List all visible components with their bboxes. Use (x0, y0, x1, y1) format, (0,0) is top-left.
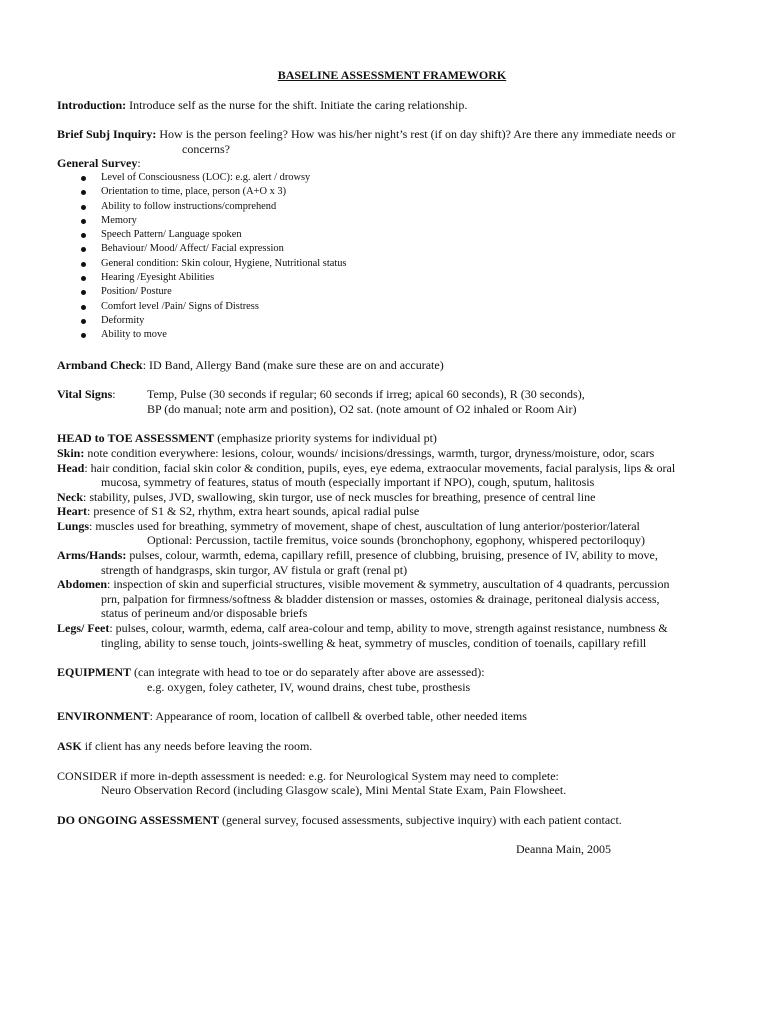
vital-signs-section (57, 387, 737, 416)
abdomen-label: Abdomen (57, 577, 108, 592)
list-item-text: Level of Consciousness (LOC): e.g. alert / drowsy (101, 171, 311, 183)
abdomen-line-2: prn, palpation for firmness/softness & bladder distension or masses, ostomies & drainage, peritoneal dialysis access, (101, 591, 660, 606)
bullet-icon (81, 333, 86, 338)
vital-signs-lines (147, 387, 737, 416)
brief-inquiry-line-1: How is the person feeling? How was his/her night’s rest (if on day shift)? Are there any immediate needs or (156, 127, 676, 142)
heart-label: Heart (57, 504, 87, 519)
arms-line-2: strength of handgrasps, skin turgor, AV fistula or graft (renal pt) (101, 562, 408, 577)
list-item-text: Comfort level /Pain/ Signs of Distress (101, 300, 259, 312)
list-item-text: Deformity (101, 314, 145, 326)
list-item (81, 214, 737, 228)
author-signature: Deanna Main, 2005 (516, 842, 611, 857)
general-survey-label: General Survey (57, 156, 138, 171)
environment-text: : Appearance of room, location of callbell & overbed table, other needed items (149, 709, 527, 724)
list-item (81, 257, 737, 271)
abdomen-line-3: status of perineum and/or disposable briefs (101, 606, 308, 621)
ask-label: ASK (57, 739, 82, 753)
bullet-icon (81, 262, 86, 267)
equipment-line-2: e.g. oxygen, foley catheter, IV, wound drains, chest tube, prosthesis (147, 679, 471, 694)
consider-line-1: CONSIDER if more in-depth assessment is needed: e.g. for Neurological System may need to complete: (57, 768, 559, 783)
bullet-icon (81, 219, 86, 224)
ongoing-paragraph (57, 813, 737, 828)
heart-text: : presence of S1 & S2, rhythm, extra heart sounds, apical radial pulse (86, 504, 420, 519)
legs-line-2: tingling, ability to sense touch, joints-swelling & heat, symmetry of muscles, condition of toenails, capillary refill (101, 635, 647, 650)
vital-signs-heading (57, 387, 147, 416)
general-survey-list (57, 171, 737, 343)
list-item (81, 314, 737, 328)
list-item (81, 285, 737, 299)
bullet-icon (81, 305, 86, 310)
lungs-label: Lungs (57, 518, 90, 533)
list-item (81, 242, 737, 256)
bullet-icon (81, 319, 86, 324)
head-paragraph (57, 461, 737, 476)
list-item-text: Hearing /Eyesight Abilities (101, 272, 215, 284)
document-page (57, 68, 737, 858)
list-item (81, 200, 737, 214)
vital-signs-line-1: Temp, Pulse (30 seconds if regular; 60 seconds if irreg; apical 60 seconds), R (30 seconds), (147, 387, 585, 402)
list-item (81, 185, 737, 199)
general-survey-colon: : (137, 156, 141, 171)
ask-text: if client has any needs before leaving the room. (81, 739, 313, 753)
armband-label: Armband Check (57, 357, 143, 372)
head-to-toe-heading (57, 431, 737, 446)
bullet-icon (81, 190, 86, 195)
brief-inquiry-paragraph (57, 127, 737, 142)
introduction-paragraph (57, 98, 737, 113)
skin-label: Skin: (57, 445, 85, 460)
head-line-1: : hair condition, facial skin color & condition, pupils, eyes, eye edema, extraocular movements, facial paralysis, lips & oral (84, 460, 676, 475)
equipment-label: EQUIPMENT (57, 665, 132, 680)
heart-paragraph (57, 504, 737, 519)
environment-label: ENVIRONMENT (57, 709, 150, 724)
lungs-line-1: : muscles used for breathing, symmetry of movement, shape of chest, auscultation of lung anterior/posterior/lateral (89, 518, 640, 533)
ongoing-text: (general survey, focused assessments, subjective inquiry) with each patient contact. (219, 812, 622, 827)
armband-text: : ID Band, Allergy Band (make sure these are on and accurate) (142, 357, 444, 372)
ongoing-label: DO ONGOING ASSESSMENT (57, 812, 220, 827)
skin-paragraph (57, 446, 737, 461)
document-title: BASELINE ASSESSMENT FRAMEWORK (277, 68, 507, 82)
arms-line-1: pulses, colour, warmth, edema, capillary refill, presence of clubbing, bruising, presence of IV, ability to move, (126, 548, 658, 563)
equipment-line-1: (can integrate with head to toe or do separately after above are assessed): (131, 665, 485, 680)
abdomen-paragraph (57, 577, 737, 592)
neck-text: : stability, pulses, JVD, swallowing, skin turgor, use of neck muscles for breathing, presence of central line (83, 489, 596, 504)
neck-label: Neck (57, 489, 83, 504)
lungs-line-2: Optional: Percussion, tactile fremitus, voice sounds (bronchophony, egophony, whispered pectoriloquy) (147, 533, 646, 548)
list-item (81, 171, 737, 185)
brief-inquiry-line-2: concerns? (182, 141, 230, 156)
neck-paragraph (57, 490, 737, 505)
bullet-icon (81, 176, 86, 181)
list-item (81, 271, 737, 285)
skin-text: note condition everywhere: lesions, colour, wounds/ incisions/dressings, warmth, turgor, dryness/moisture, odor, scars (84, 445, 655, 460)
ask-paragraph (57, 739, 737, 754)
vital-signs-colon: : (112, 387, 116, 402)
list-item-text: Speech Pattern/ Language spoken (101, 229, 242, 241)
arms-label: Arms/Hands: (57, 548, 127, 563)
head-label: Head (57, 460, 85, 475)
list-item (81, 328, 737, 342)
list-item-text: Orientation to time, place, person (A+O x 3) (101, 186, 287, 198)
list-item-text: Position/ Posture (101, 286, 172, 298)
bullet-icon (81, 233, 86, 238)
armband-paragraph (57, 358, 737, 373)
list-item-text: Behaviour/ Mood/ Affect/ Facial expression (101, 243, 284, 255)
list-item-text: Ability to follow instructions/comprehend (101, 200, 277, 212)
legs-line-1: : pulses, colour, warmth, edema, calf area-colour and temp, ability to move, strength against resistance, numbness & (109, 621, 668, 636)
bullet-icon (81, 276, 86, 281)
consider-line-2: Neuro Observation Record (including Glasgow scale), Mini Mental State Exam, Pain Flowsheet. (101, 783, 567, 798)
lungs-paragraph (57, 519, 737, 534)
list-item (81, 300, 737, 314)
list-item-text: Ability to move (101, 329, 167, 341)
general-survey-heading (57, 156, 737, 171)
head-to-toe-label: HEAD to TOE ASSESSMENT (57, 431, 215, 446)
equipment-paragraph (57, 665, 737, 680)
bullet-icon (81, 247, 86, 252)
list-item-text: Memory (101, 214, 137, 226)
brief-inquiry-label: Brief Subj Inquiry: (57, 127, 157, 142)
arms-paragraph (57, 548, 737, 563)
introduction-text: Introduce self as the nurse for the shift. Initiate the caring relationship. (126, 97, 468, 112)
vital-signs-line-2: BP (do manual; note arm and position), O2 sat. (note amount of O2 inhaled or Room Air) (147, 401, 577, 416)
list-item (81, 228, 737, 242)
list-item-text: General condition: Skin colour, Hygiene, Nutritional status (101, 257, 347, 269)
head-to-toe-text: (emphasize priority systems for individual pt) (214, 431, 437, 446)
bullet-icon (81, 290, 86, 295)
environment-paragraph (57, 709, 737, 724)
vital-signs-label: Vital Signs (57, 387, 113, 402)
legs-paragraph (57, 621, 737, 636)
legs-label: Legs/ Feet (57, 621, 110, 636)
bullet-icon (81, 205, 86, 210)
introduction-label: Introduction: (57, 97, 127, 112)
head-line-2: mucosa, symmetry of features, status of mouth (especially important if NPO), cough, sputum, halitosis (101, 475, 595, 490)
abdomen-line-1: : inspection of skin and superficial structures, visible movement & symmetry, auscultation of 4 quadrants, percussion (107, 577, 670, 592)
